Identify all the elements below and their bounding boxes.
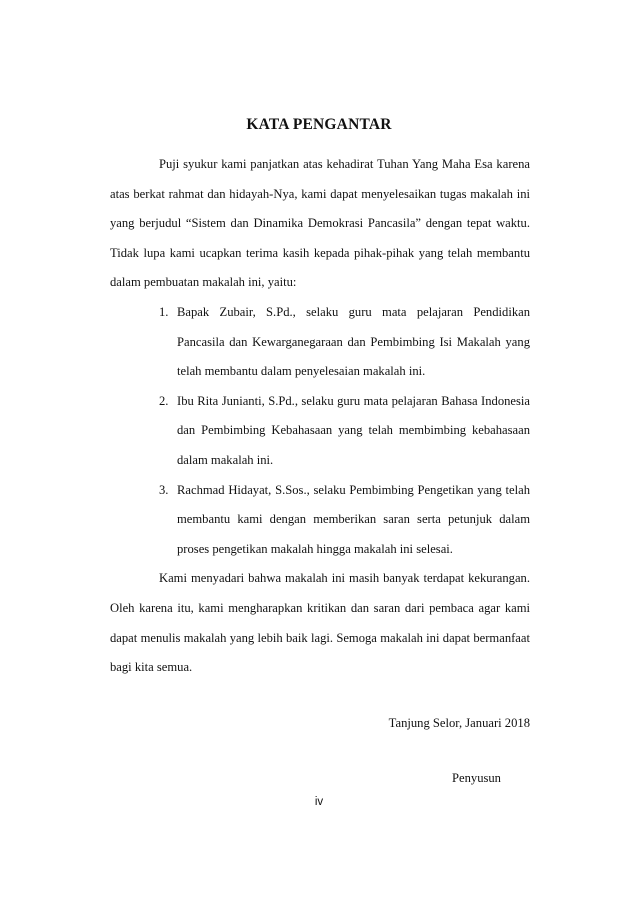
place-date: Tanjung Selor, Januari 2018 — [388, 716, 530, 730]
list-item-number: 3. — [159, 482, 169, 497]
list-item-text: Bapak Zubair, S.Pd., selaku guru mata pelajaran Pendidikan Pancasila dan Kewarganegaraan dan Pembimbing Isi Makalah yang telah membantu dalam penyelesaian makalah ini. — [177, 304, 530, 379]
intro-paragraph: Puji syukur kami panjatkan atas kehadirat Tuhan Yang Maha Esa karena atas berkat rahmat dan hidayah-Nya, kami dapat menyelesaikan tugas makalah ini yang berjudul “Sistem dan Dinamika Demokrasi Pancasila” dengan tepat waktu. Tidak lupa kami ucapkan terima kasih kepada pihak-pihak yang telah membantu dalam pembuatan makalah ini, yaitu: — [110, 157, 530, 290]
acknowledgement-list — [110, 298, 530, 564]
list-item-number: 2. — [159, 393, 169, 408]
list-item-number: 1. — [159, 304, 169, 319]
list-item — [110, 476, 530, 565]
signer-label: Penyusun — [452, 771, 501, 785]
list-item-text: Rachmad Hidayat, S.Sos., selaku Pembimbing Pengetikan yang telah membantu kami dengan memberikan saran serta petunjuk dalam proses pengetikan makalah hingga makalah ini selesai. — [177, 482, 530, 556]
list-item — [110, 387, 530, 476]
document-body — [110, 150, 530, 683]
list-item-text: Ibu Rita Junianti, S.Pd., selaku guru mata pelajaran Bahasa Indonesia dan Pembimbing Kebahasaan yang telah membimbing kebahasaan dalam makalah ini. — [177, 393, 530, 467]
page-number: iv — [314, 796, 324, 808]
closing-paragraph: Kami menyadari bahwa makalah ini masih banyak terdapat kekurangan. Oleh karena itu, kami mengharapkan kritikan dan saran dari pembaca agar kami dapat menulis makalah yang lebih baik lagi. Semoga makalah ini dapat bermanfaat bagi kita semua. — [110, 571, 530, 675]
list-item — [110, 298, 530, 387]
page-title: KATA PENGANTAR — [246, 116, 392, 133]
